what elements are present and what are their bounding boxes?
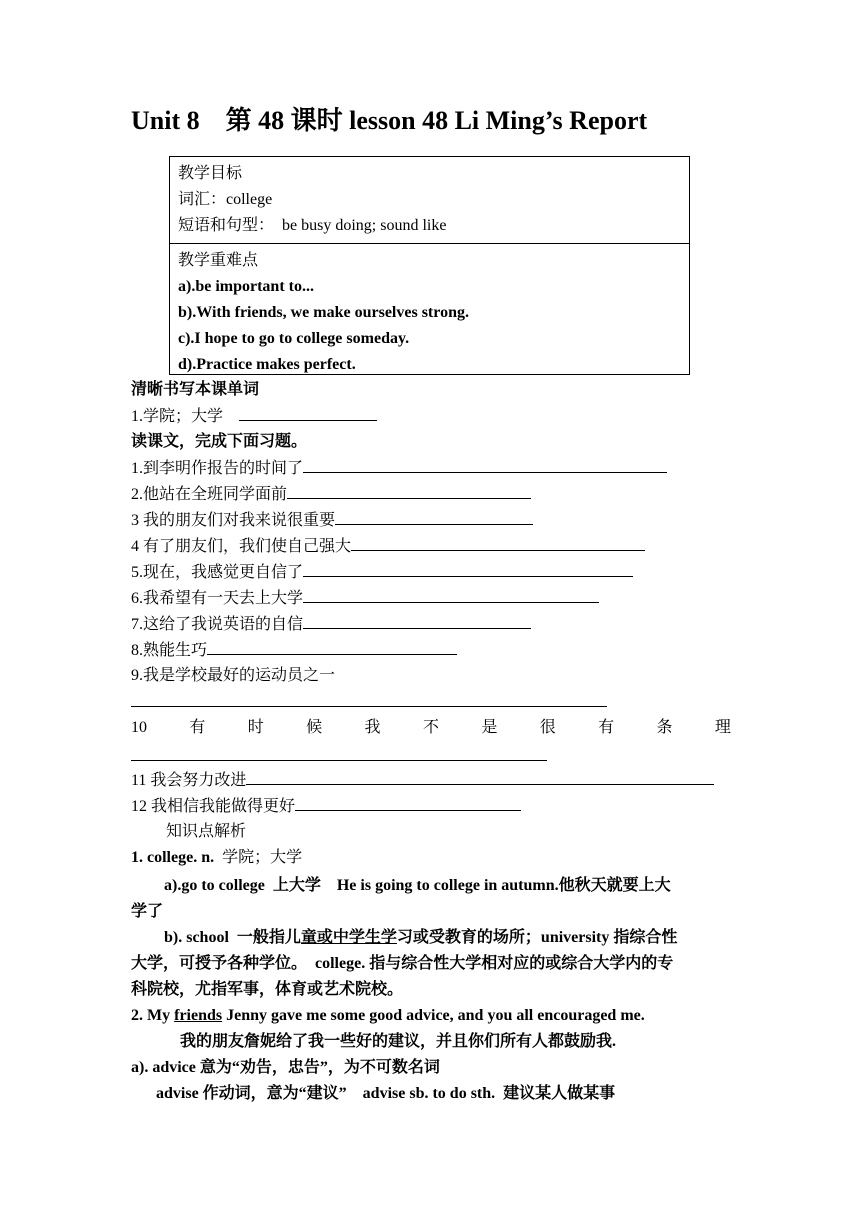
answer-blank[interactable] bbox=[246, 770, 714, 785]
question-4-text: 4 有了朋友们，我们使自己强大 bbox=[131, 538, 352, 555]
answer-blank[interactable] bbox=[131, 760, 547, 761]
point-1-meaning: 学院；大学 bbox=[222, 849, 303, 866]
point-2-translation: 我的朋友詹妮给了我一些好的建议，并且你们所有人都鼓励我. bbox=[180, 1033, 617, 1050]
answer-blank[interactable] bbox=[335, 510, 533, 525]
point-2-post: Jenny gave me some good advice, and you all encouraged me. bbox=[222, 1007, 645, 1024]
point-2-underlined: friends bbox=[174, 1007, 223, 1024]
question-10 bbox=[131, 718, 731, 738]
question-10-char: 时 bbox=[247, 719, 264, 736]
question-4 bbox=[131, 536, 645, 557]
point-1-title bbox=[131, 848, 302, 868]
question-10-char: 是 bbox=[481, 719, 498, 736]
answer-blank[interactable] bbox=[303, 562, 633, 577]
question-6-text: 6.我希望有一天去上大学 bbox=[131, 590, 304, 607]
point-1-a-cont: 学了 bbox=[131, 903, 164, 920]
key-point-b: b).With friends, we make ourselves strong. bbox=[178, 304, 469, 321]
point-2-sentence bbox=[131, 1006, 645, 1026]
point-2-pre: 2. My bbox=[131, 1007, 175, 1024]
key-points-heading: 教学重难点 bbox=[178, 252, 259, 269]
answer-blank[interactable] bbox=[207, 640, 457, 655]
question-10-char: 有 bbox=[189, 719, 206, 736]
question-10-char: 条 bbox=[656, 719, 673, 736]
question-7 bbox=[131, 614, 531, 635]
point-2-a: a). advice 意为“劝告，忠告”，为不可数名词 bbox=[131, 1059, 440, 1076]
question-10-char: 候 bbox=[306, 719, 323, 736]
words-item-1-label: 1.学院；大学 bbox=[131, 408, 224, 425]
point-1-a: a).go to college 上大学 He is going to college in autumn.他秋天就要上大 bbox=[164, 877, 671, 894]
question-10-char: 不 bbox=[422, 719, 439, 736]
question-9: 9.我是学校最好的运动员之一 bbox=[131, 667, 336, 684]
point-1-word: 1. college. n. bbox=[131, 849, 215, 866]
reading-heading: 读课文，完成下面习题。 bbox=[131, 433, 308, 450]
question-8 bbox=[131, 640, 457, 661]
key-point-a: a).be important to... bbox=[178, 278, 314, 295]
question-10-char: 很 bbox=[539, 719, 556, 736]
question-3-text: 3 我的朋友们对我来说很重要 bbox=[131, 512, 336, 529]
question-11-text: 11 我会努力改进 bbox=[131, 772, 247, 789]
question-11 bbox=[131, 770, 714, 791]
page-title: Unit 8 第 48 课时 lesson 48 Li Ming’s Report bbox=[131, 106, 648, 135]
question-10-char: 10 bbox=[131, 719, 147, 736]
key-point-c: c).I hope to go to college someday. bbox=[178, 330, 410, 347]
answer-blank[interactable] bbox=[303, 588, 599, 603]
point-1-b-cont: 大学，可授予各种学位。 college. 指与综合性大学相对应的或综合大学内的专 bbox=[131, 955, 674, 972]
question-10-char: 理 bbox=[714, 719, 731, 736]
answer-blank[interactable] bbox=[287, 484, 531, 499]
question-12 bbox=[131, 796, 521, 817]
question-1-text: 1.到李明作报告的时间了 bbox=[131, 460, 304, 477]
words-heading: 清晰书写本课单词 bbox=[131, 381, 260, 398]
question-3 bbox=[131, 510, 533, 531]
question-2-text: 2.他站在全班同学面前 bbox=[131, 486, 288, 503]
point-1-b-cont2: 科院校，尤指军事，体育或艺术院校。 bbox=[131, 981, 404, 998]
point-1-b: b). school 一般指儿童或中学生学习或受教育的场所；university 指综合性 bbox=[164, 929, 678, 946]
question-10-char: 我 bbox=[364, 719, 381, 736]
question-7-text: 7.这给了我说英语的自信 bbox=[131, 616, 304, 633]
key-points-box bbox=[169, 243, 690, 375]
question-10-char: 有 bbox=[598, 719, 615, 736]
question-2 bbox=[131, 484, 531, 505]
point-2-a-cont: advise 作动词，意为“建议” advise sb. to do sth. 建议某人做某事 bbox=[156, 1085, 616, 1102]
question-12-text: 12 我相信我能做得更好 bbox=[131, 798, 296, 815]
answer-blank[interactable] bbox=[239, 406, 377, 421]
objectives-phrases: 短语和句型： be busy doing; sound like bbox=[178, 217, 447, 234]
objectives-vocab: 词汇：college bbox=[178, 191, 273, 208]
question-5 bbox=[131, 562, 633, 583]
knowledge-heading: 知识点解析 bbox=[166, 823, 247, 840]
question-8-text: 8.熟能生巧 bbox=[131, 642, 208, 659]
question-6 bbox=[131, 588, 599, 609]
answer-blank[interactable] bbox=[131, 706, 607, 707]
answer-blank[interactable] bbox=[295, 796, 521, 811]
objectives-box bbox=[169, 156, 690, 244]
answer-blank[interactable] bbox=[351, 536, 645, 551]
answer-blank[interactable] bbox=[303, 614, 531, 629]
key-point-d: d).Practice makes perfect. bbox=[178, 356, 356, 373]
question-5-text: 5.现在，我感觉更自信了 bbox=[131, 564, 304, 581]
answer-blank[interactable] bbox=[303, 458, 667, 473]
words-item-1 bbox=[131, 406, 377, 427]
question-1 bbox=[131, 458, 667, 479]
objectives-heading: 教学目标 bbox=[178, 165, 243, 182]
